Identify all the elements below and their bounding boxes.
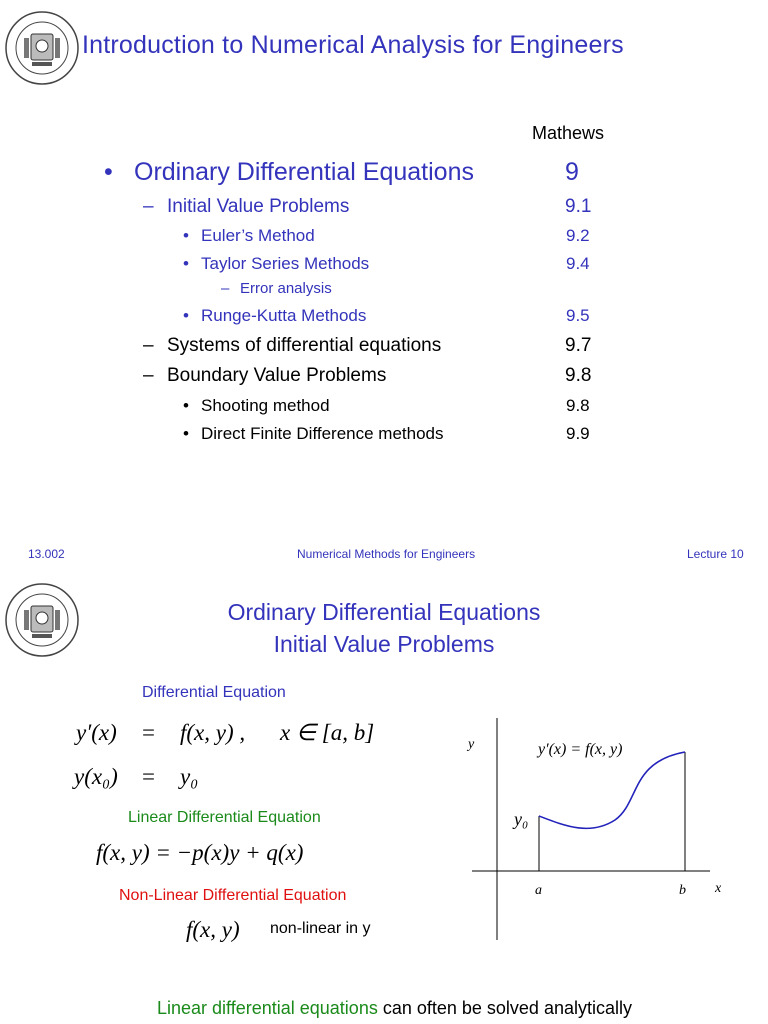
graph-equation-label: y′(x) = f(x, y) <box>538 741 623 758</box>
outline-item-1 <box>104 158 474 187</box>
lecture-number: Lecture 10 <box>687 547 744 561</box>
eq-op: = <box>142 720 155 745</box>
outline-ref: 9.5 <box>566 306 590 325</box>
graph-y-axis-label: y <box>468 737 475 752</box>
bullet: • <box>183 424 189 443</box>
outline-item-4 <box>183 254 370 274</box>
outline-label: Runge-Kutta Methods <box>201 306 367 325</box>
eq-rhs: f(x, y) , <box>180 720 246 745</box>
title-line-1: Ordinary Differential Equations <box>227 599 541 625</box>
outline-ref: 9.8 <box>565 365 592 386</box>
outline-item-7 <box>143 335 442 357</box>
graph-b-label: b <box>679 883 686 898</box>
graph-a-label: a <box>535 883 542 898</box>
graph-y0-label: y₀ <box>514 809 529 829</box>
ic-lhs: y(x₀) <box>74 764 118 789</box>
linear-de-label: Linear Differential Equation <box>128 809 321 826</box>
slide-2-title <box>0 596 768 660</box>
title-line-2: Initial Value Problems <box>273 631 495 657</box>
bullet: • <box>183 396 189 415</box>
outline-item-6 <box>183 306 367 326</box>
eq-lhs: y′(x) <box>76 720 117 745</box>
outline-item-8 <box>143 365 387 387</box>
ic-op: = <box>142 764 155 789</box>
outline-label: Shooting method <box>201 396 330 415</box>
outline-label: Direct Finite Difference methods <box>201 424 444 443</box>
outline-ref: 9 <box>565 158 579 186</box>
initial-condition <box>74 764 199 790</box>
course-number: 13.002 <box>28 547 65 561</box>
outline-label: Ordinary Differential Equations <box>134 158 474 186</box>
outline-ref: 9.8 <box>566 396 590 415</box>
graph-x-axis-label: x <box>715 881 722 896</box>
nonlinear-expression: f(x, y) <box>186 917 240 942</box>
bullet: • <box>104 158 113 186</box>
outline-item-10 <box>183 424 444 444</box>
mit-seal-icon <box>4 10 80 86</box>
outline-item-5 <box>221 280 332 297</box>
outline-label: Error analysis <box>240 280 332 297</box>
solution-curve <box>539 752 685 828</box>
outline-ref: 9.7 <box>565 335 592 356</box>
dash: – <box>143 335 154 356</box>
outline-ref: 9.2 <box>566 226 590 245</box>
conclusion-rest: can often be solved analytically <box>377 998 632 1018</box>
conclusion-highlight: Linear differential equations <box>157 998 378 1018</box>
ivp-graph <box>460 710 760 950</box>
outline-item-2 <box>143 196 350 218</box>
dash: – <box>143 365 154 386</box>
outline-label: Initial Value Problems <box>167 196 350 217</box>
outline-label: Boundary Value Problems <box>167 365 387 386</box>
outline-item-9 <box>183 396 330 416</box>
slide-1-title: Introduction to Numerical Analysis for Engineers <box>82 31 624 59</box>
outline-ref: 9.9 <box>566 424 590 443</box>
ode-equation <box>76 720 375 746</box>
reference-column-header: Mathews <box>532 123 605 143</box>
bullet: • <box>183 226 189 245</box>
outline-label: Euler’s Method <box>201 226 315 245</box>
course-title: Numerical Methods for Engineers <box>297 547 476 561</box>
linear-de-equation: f(x, y) = −p(x)y + q(x) <box>96 840 304 865</box>
outline-ref: 9.1 <box>565 196 592 217</box>
differential-equation-label: Differential Equation <box>142 684 286 701</box>
outline-label: Systems of differential equations <box>167 335 442 356</box>
nonlinear-note: non-linear in y <box>270 920 371 937</box>
outline-ref: 9.4 <box>566 254 590 273</box>
outline-item-3 <box>183 226 315 246</box>
conclusion-text <box>157 998 632 1019</box>
ic-rhs: y₀ <box>180 764 199 789</box>
eq-domain: x ∈ [a, b] <box>280 720 375 745</box>
dash: – <box>221 280 230 297</box>
bullet: • <box>183 254 189 273</box>
nonlinear-de-label: Non-Linear Differential Equation <box>119 887 347 904</box>
dash: – <box>143 196 154 217</box>
bullet: • <box>183 306 189 325</box>
outline-label: Taylor Series Methods <box>201 254 370 273</box>
